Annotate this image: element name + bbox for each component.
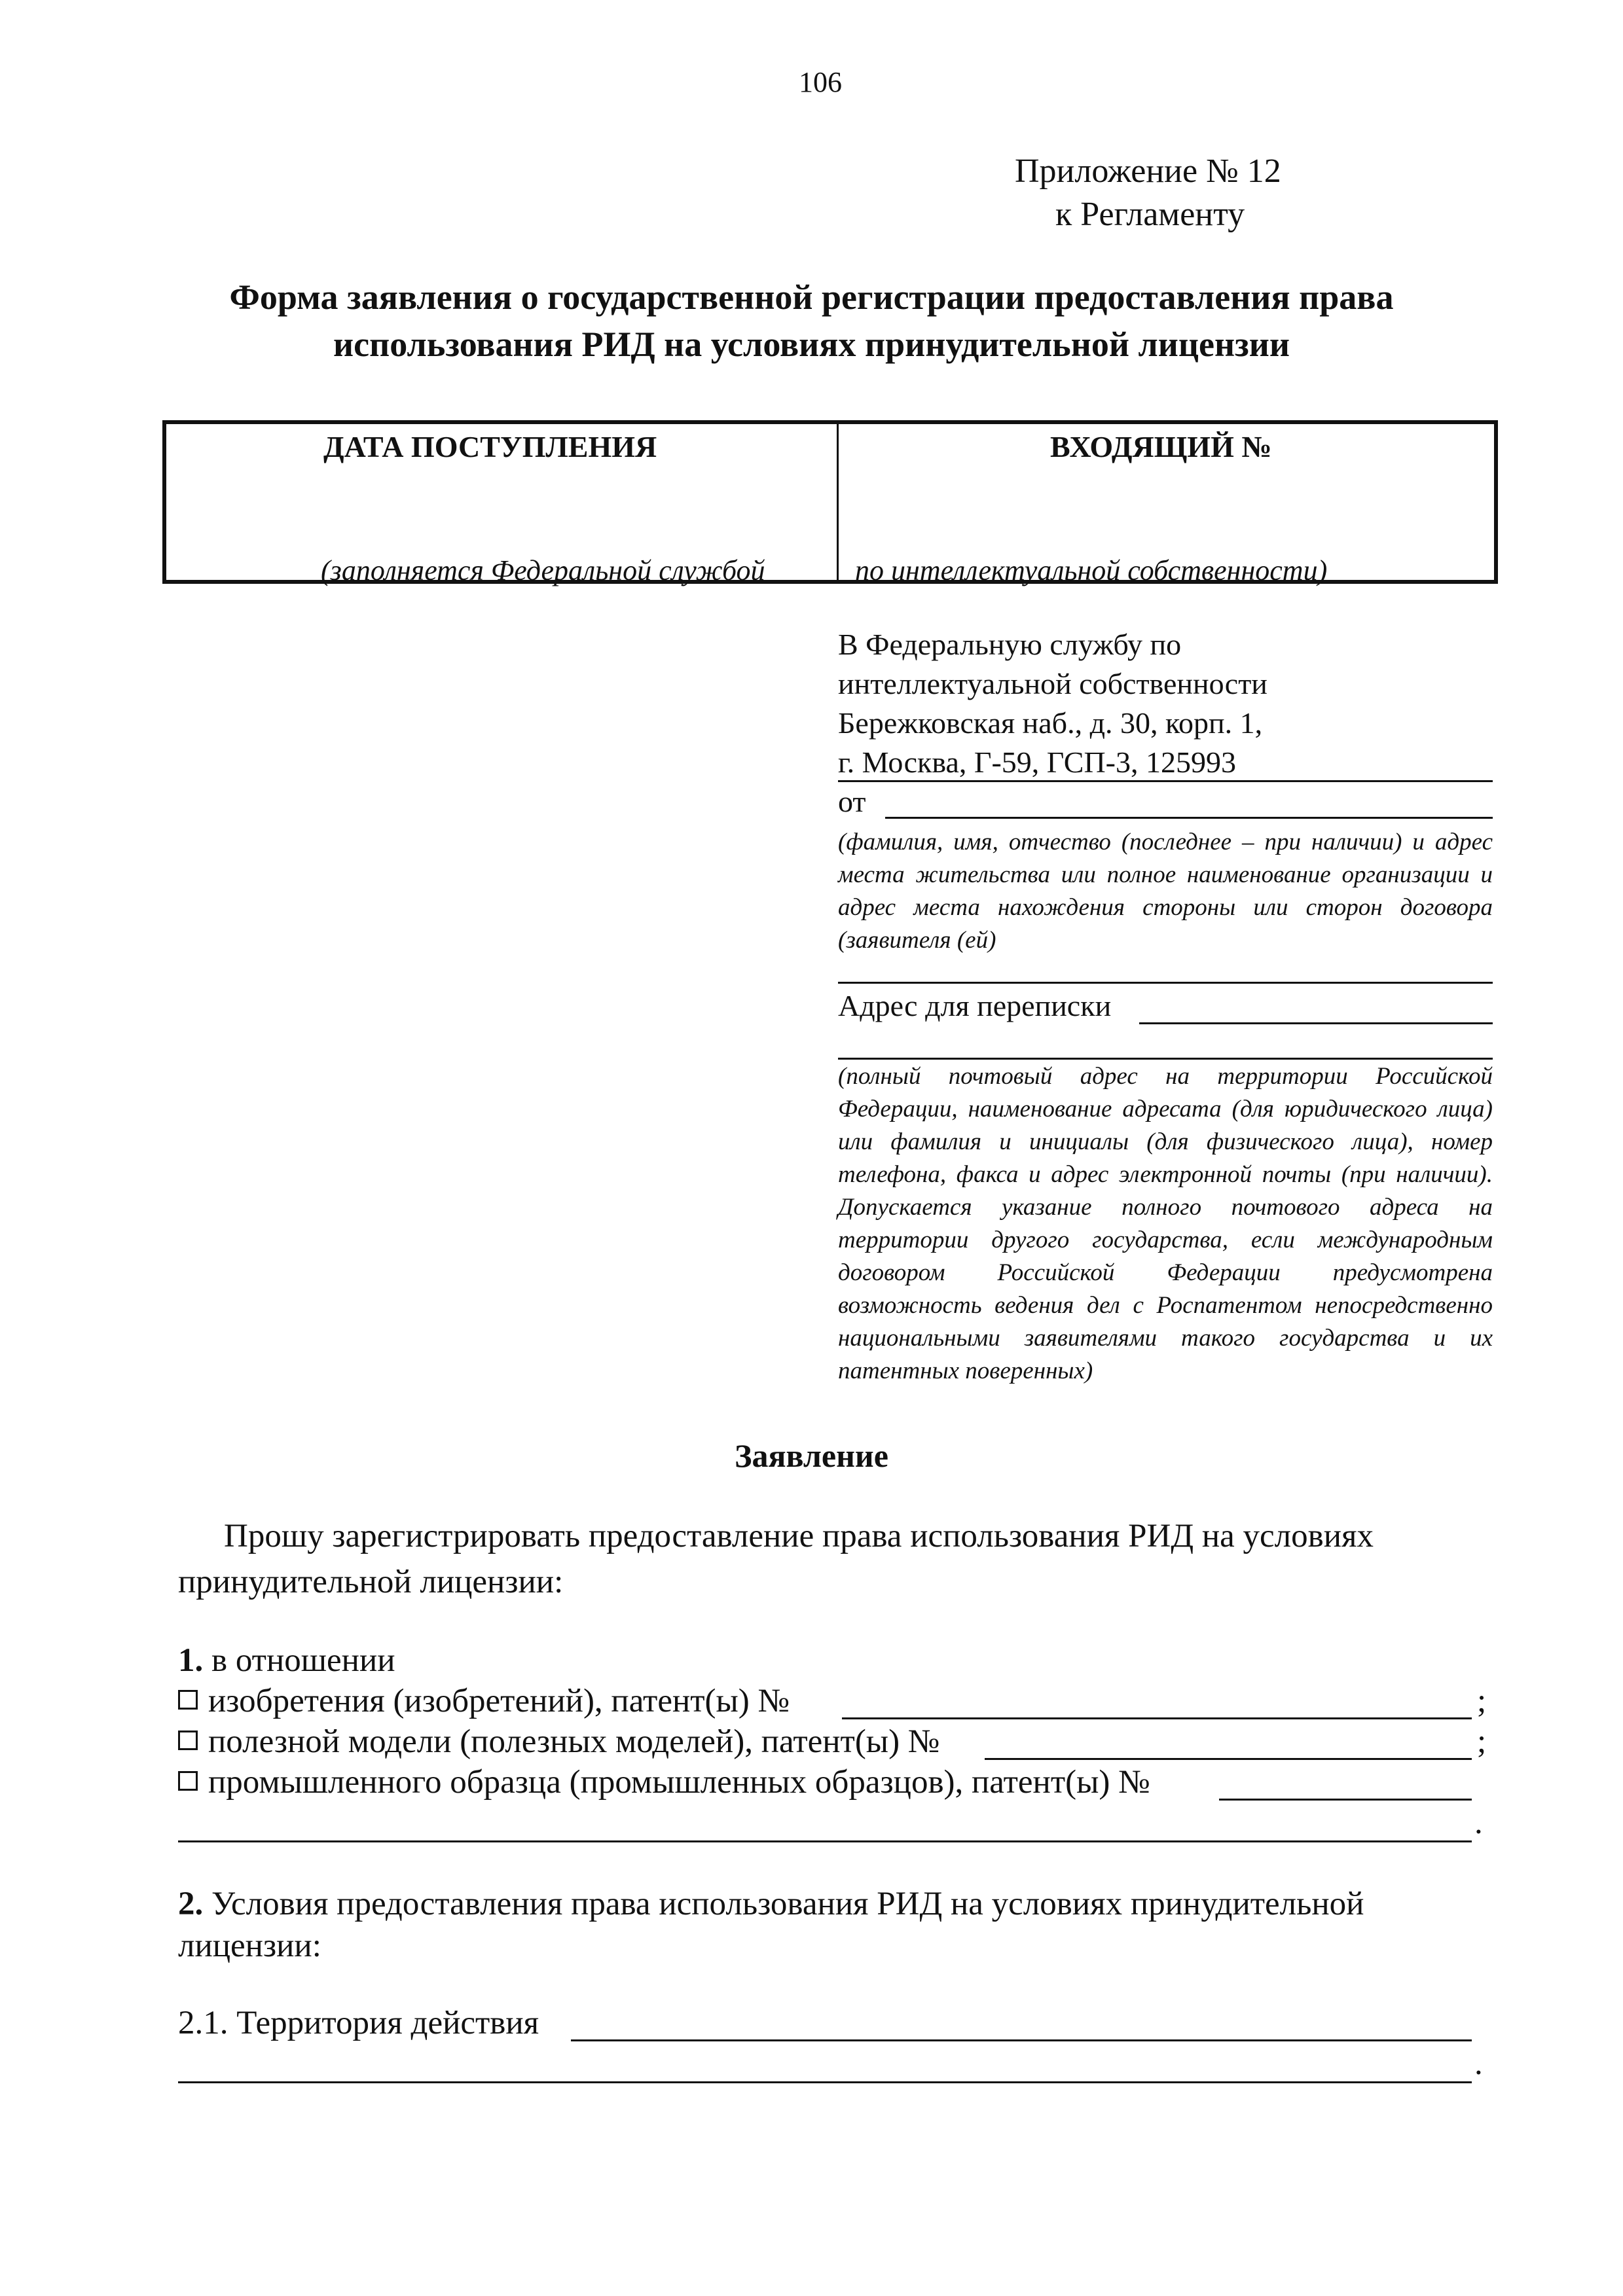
section-2-heading-line-2: лицензии: xyxy=(178,1928,321,1964)
utility-model-checkbox[interactable] xyxy=(178,1731,198,1750)
statement-title: Заявление xyxy=(735,1437,888,1474)
appendix-label: Приложение № 12 xyxy=(1015,152,1281,190)
statement-intro-line-1: Прошу зарегистрировать предоставление права использования РИД на условиях xyxy=(224,1518,1374,1554)
addressee-underline xyxy=(838,780,1493,782)
registration-box xyxy=(162,420,1498,584)
option-invention[interactable] xyxy=(178,1682,790,1720)
form-title: Форма заявления о государственной регистрации предоставления права использования РИД на условиях принудительной лицензии xyxy=(229,278,1394,364)
registration-note-left: (заполняется Федеральной службой xyxy=(321,554,765,586)
addressee-line-3: Бережковская наб., д. 30, корп. 1, xyxy=(838,706,1263,740)
section-1-heading-text: в отношении xyxy=(203,1642,395,1679)
correspondence-label: Адрес для переписки xyxy=(838,989,1112,1022)
correspondence-field[interactable] xyxy=(1139,1022,1493,1024)
section-2-heading xyxy=(178,1885,1364,1923)
option-utility-model[interactable] xyxy=(178,1723,939,1761)
applicant-field-line-2[interactable] xyxy=(838,982,1493,984)
industrial-design-patent-field-line-2[interactable] xyxy=(178,1840,1472,1842)
date-received-label: ДАТА ПОСТУПЛЕНИЯ xyxy=(323,430,657,463)
invention-patent-field[interactable] xyxy=(842,1717,1472,1719)
territory-label: 2.1. Территория действия xyxy=(178,2005,539,2041)
option-industrial-design-label: промышленного образца (промышленных образцов), патент(ы) № xyxy=(208,1764,1150,1801)
industrial-design-line-end: . xyxy=(1474,1804,1483,1841)
section-1-number: 1. xyxy=(178,1642,204,1679)
option-utility-model-label: полезной модели (полезных моделей), патент(ы) № xyxy=(208,1723,940,1760)
industrial-design-checkbox[interactable] xyxy=(178,1771,198,1791)
addressee-line-2: интеллектуальной собственности xyxy=(838,667,1267,700)
invention-checkbox[interactable] xyxy=(178,1690,198,1710)
invention-line-end: ; xyxy=(1477,1683,1487,1719)
appendix-reference: к Регламенту xyxy=(1055,196,1245,233)
registration-box-divider xyxy=(837,424,839,580)
utility-model-patent-field[interactable] xyxy=(985,1758,1472,1760)
territory-field-line-2[interactable] xyxy=(178,2081,1472,2083)
addressee-line-1: В Федеральную службу по xyxy=(838,628,1182,661)
registration-note-right: по интеллектуальной собственности) xyxy=(855,554,1328,586)
addressee-line-4: г. Москва, Г-59, ГСП-3, 125993 xyxy=(838,745,1236,779)
section-2-number: 2. xyxy=(178,1886,204,1922)
statement-intro-line-2: принудительной лицензии: xyxy=(178,1564,564,1600)
utility-model-line-end: ; xyxy=(1477,1723,1487,1760)
from-label: от xyxy=(838,785,866,818)
industrial-design-patent-field[interactable] xyxy=(1219,1799,1472,1801)
incoming-number-label: ВХОДЯЩИЙ № xyxy=(1050,430,1272,463)
territory-field[interactable] xyxy=(571,2039,1472,2041)
correspondence-note: (полный почтовый адрес на территории Российской Федерации, наименование адресата (для юридического лица) или фамилия и инициалы (для физического лица), номер телефона, факса и адрес электронной почты (при наличии). Допускается указание полного почтового адреса на территории другого государства, если международным договором Российской Федерации предусмотрена возможность ведения дел с Роспатентом непосредственно национальными заявителями такого государства и их патентных поверенных) xyxy=(838,1063,1493,1384)
territory-line-end: . xyxy=(1474,2045,1483,2082)
page-number: 106 xyxy=(799,66,842,98)
applicant-note: (фамилия, имя, отчество (последнее – при наличии) и адрес места жительства или полное наименование организации и адрес места нахождения стороны или сторон договора (заявителя (ей) xyxy=(838,829,1493,954)
option-industrial-design[interactable] xyxy=(178,1763,1150,1801)
section-1-heading xyxy=(178,1641,395,1679)
section-2-heading-text: Условия предоставления права использования РИД на условиях принудительной xyxy=(203,1886,1364,1922)
option-invention-label: изобретения (изобретений), патент(ы) № xyxy=(208,1683,790,1719)
applicant-field[interactable] xyxy=(885,817,1493,819)
correspondence-field-line-2[interactable] xyxy=(838,1058,1493,1060)
